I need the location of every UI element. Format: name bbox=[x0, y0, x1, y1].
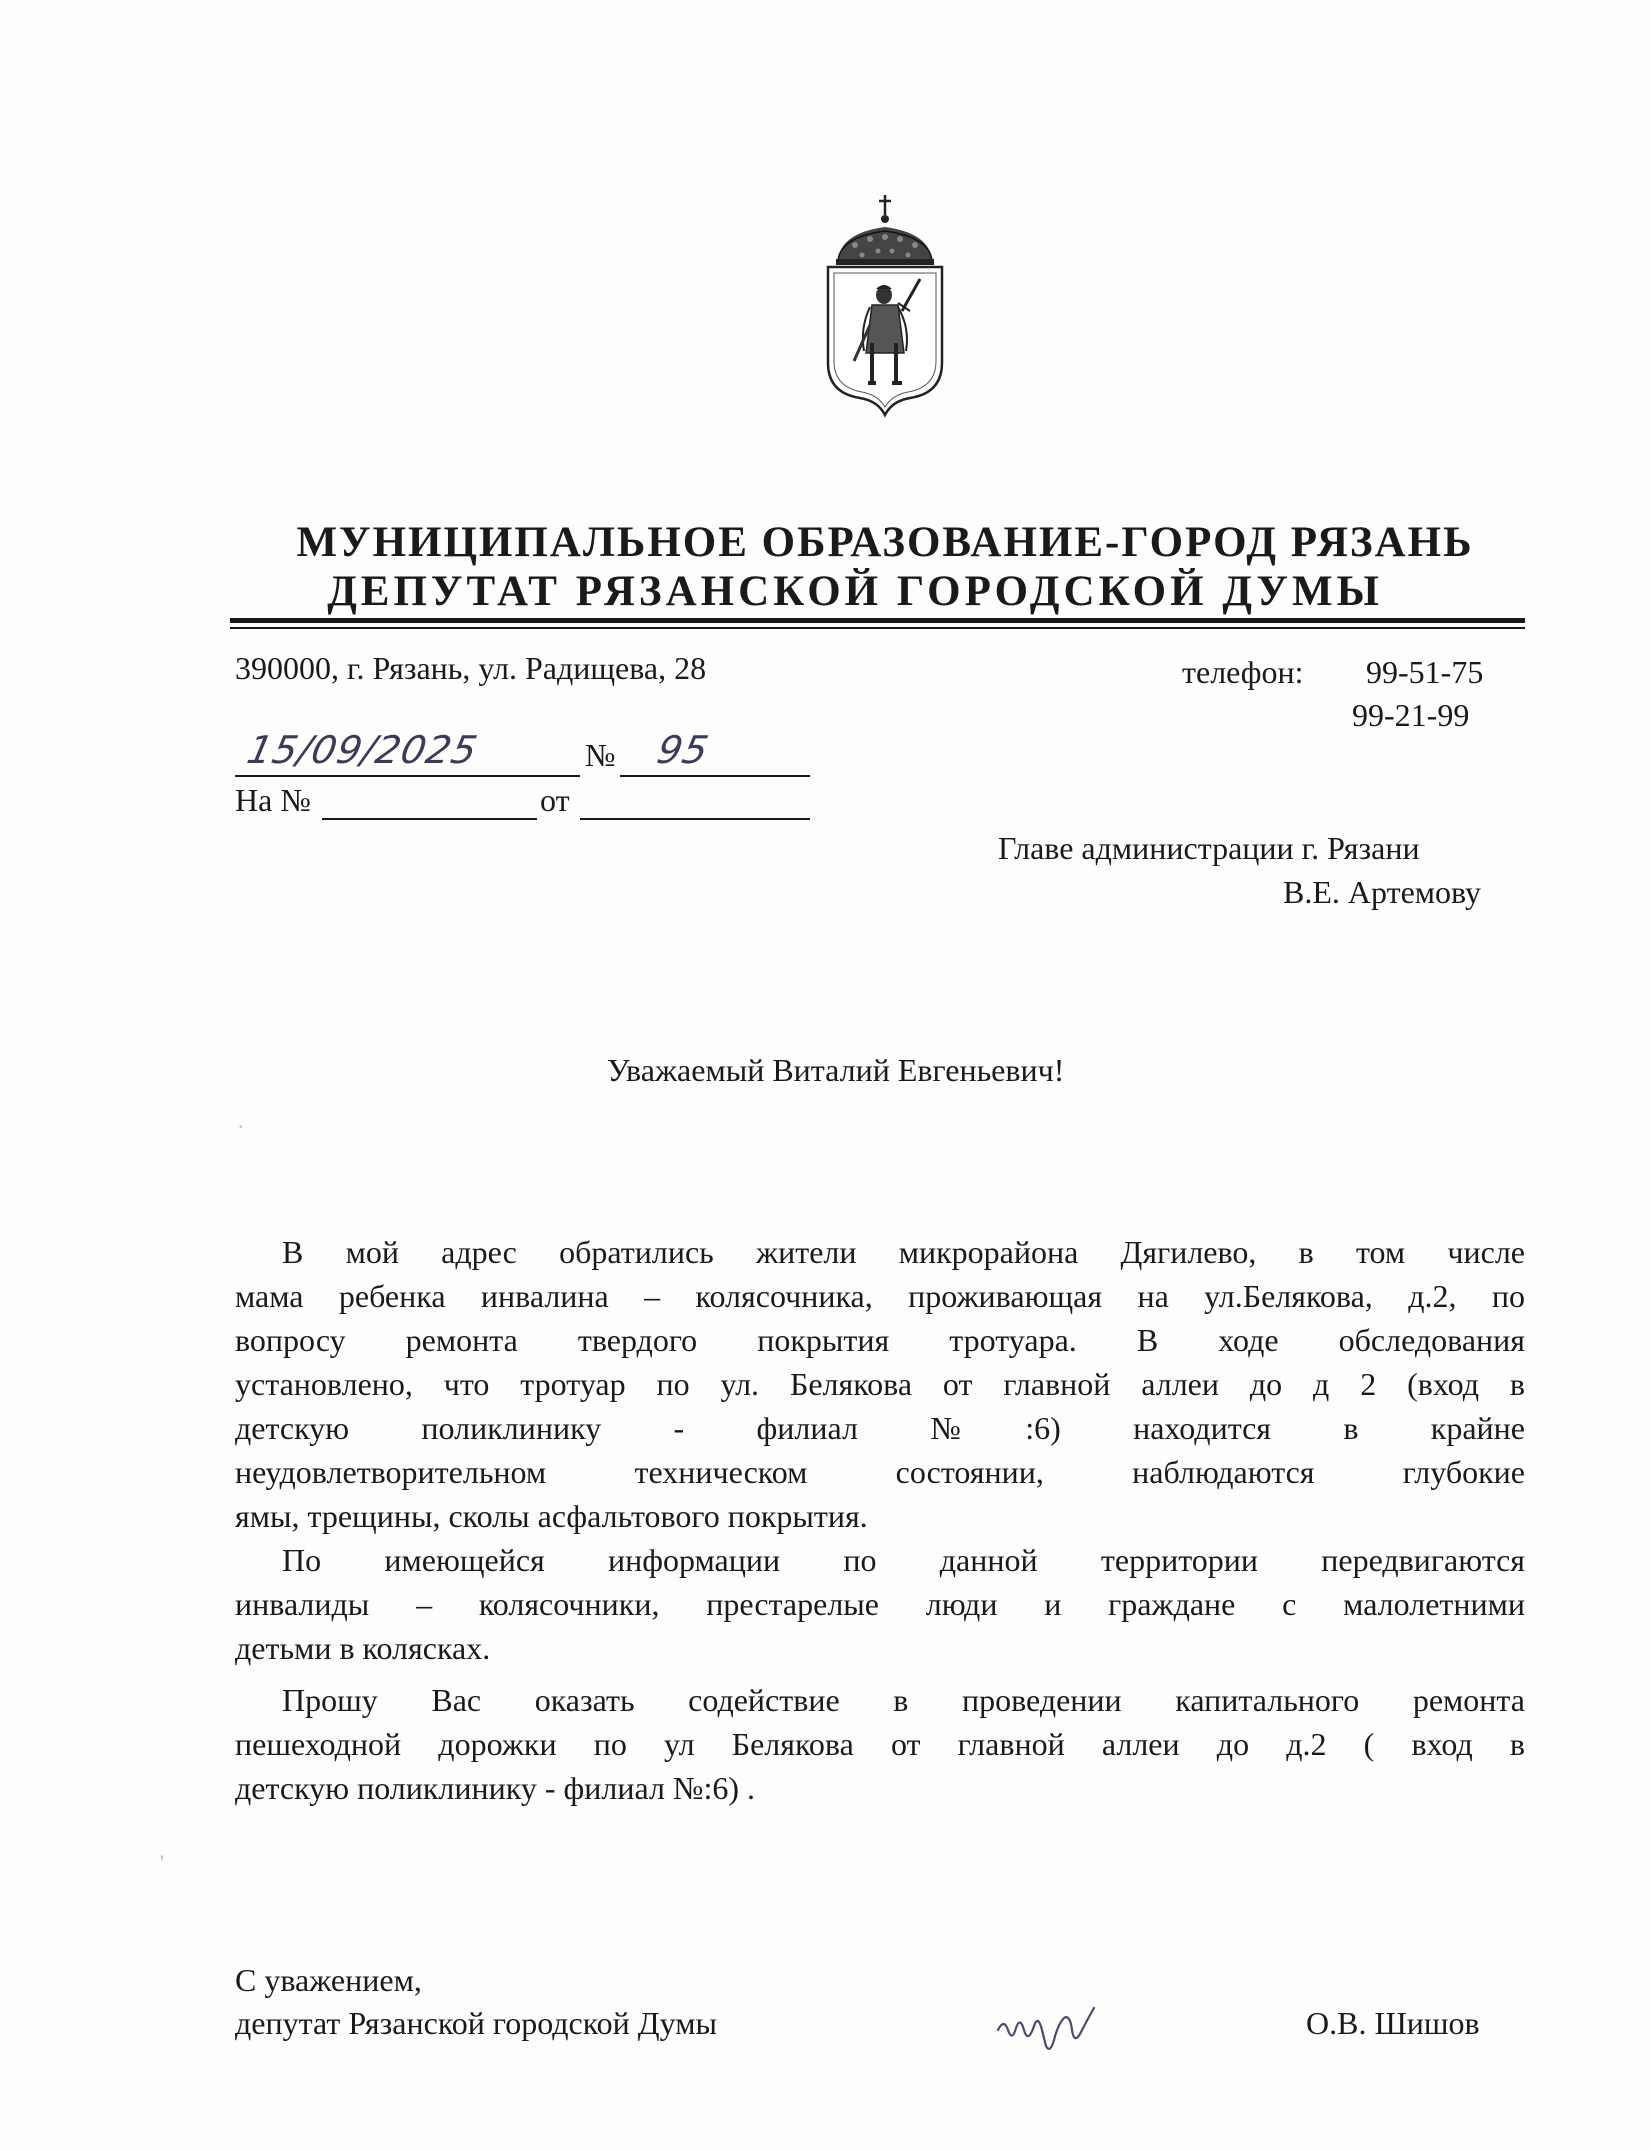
addressee-position: Главе администрации г. Рязани bbox=[998, 830, 1420, 866]
salutation: Уважаемый Виталий Евгеньевич! bbox=[607, 1052, 1065, 1088]
body-line: неудовлетворительном техническом состоянии, наблюдаются глубокие bbox=[235, 1454, 1525, 1490]
body-line: пешеходной дорожки по ул Белякова от главной аллеи до д.2 ( вход в bbox=[235, 1726, 1525, 1762]
sender-address: 390000, г. Рязань, ул. Радищева, 28 bbox=[235, 650, 707, 686]
closing-signer-title: депутат Рязанской городской Думы bbox=[235, 2005, 717, 2041]
registration-number-label: № bbox=[585, 737, 616, 773]
registration-number: 95 bbox=[653, 728, 714, 772]
date-underline bbox=[235, 775, 580, 777]
body-line: установлено, что тротуар по ул. Белякова от главной аллеи до д 2 (вход в bbox=[235, 1366, 1525, 1402]
header-title-municipality: МУНИЦИПАЛЬНОЕ ОБРАЗОВАНИЕ-ГОРОД РЯЗАНЬ bbox=[296, 519, 1474, 566]
scan-speck: . bbox=[238, 1108, 244, 1133]
phone-number-2: 99-21-99 bbox=[1352, 697, 1470, 733]
body-line: ямы, трещины, сколы асфальтового покрытия. bbox=[235, 1498, 868, 1534]
header-title-deputy: ДЕПУТАТ РЯЗАНСКОЙ ГОРОДСКОЙ ДУМЫ bbox=[327, 568, 1383, 615]
phone-label: телефон: bbox=[1182, 654, 1304, 690]
body-line: инвалиды – колясочники, престарелые люди и граждане с малолетними bbox=[235, 1586, 1525, 1622]
body-line: вопросу ремонта твердого покрытия тротуара. В ходе обследования bbox=[235, 1322, 1525, 1358]
phone-number-1: 99-51-75 bbox=[1366, 654, 1484, 690]
reference-number-label: На № bbox=[235, 782, 311, 818]
signer-name: О.В. Шишов bbox=[1306, 2005, 1480, 2041]
body-line: В мой адрес обратились жители микрорайона Дягилево, в том числе bbox=[282, 1234, 1525, 1270]
body-line: детскую поликлинику - филиал №:6) находится в крайне bbox=[235, 1410, 1525, 1446]
addressee-name: В.Е. Артемову bbox=[1283, 874, 1482, 910]
handwritten-signature bbox=[990, 2000, 1110, 2060]
body-line: По имеющейся информации по данной территории передвигаются bbox=[282, 1542, 1525, 1578]
reference-date-line bbox=[580, 818, 810, 820]
reference-date-label: от bbox=[540, 782, 570, 818]
scan-speck: ' bbox=[160, 1850, 164, 1875]
body-line: детскую поликлинику - филиал №:6) . bbox=[235, 1770, 755, 1806]
ryazan-coat-of-arms-icon bbox=[810, 193, 960, 423]
header-rule-thin bbox=[230, 627, 1525, 629]
body-line: детьми в колясках. bbox=[235, 1630, 491, 1666]
header-rule-thick bbox=[230, 618, 1525, 623]
body-line: Прошу Вас оказать содействие в проведении капитального ремонта bbox=[282, 1682, 1525, 1718]
reference-number-line bbox=[322, 818, 537, 820]
number-underline bbox=[620, 775, 810, 777]
body-line: мама ребенка инвалина – колясочника, проживающая на ул.Белякова, д.2, по bbox=[235, 1278, 1525, 1314]
registration-date: 15/09/2025 bbox=[243, 728, 482, 772]
closing-regards: С уважением, bbox=[235, 1962, 422, 1998]
